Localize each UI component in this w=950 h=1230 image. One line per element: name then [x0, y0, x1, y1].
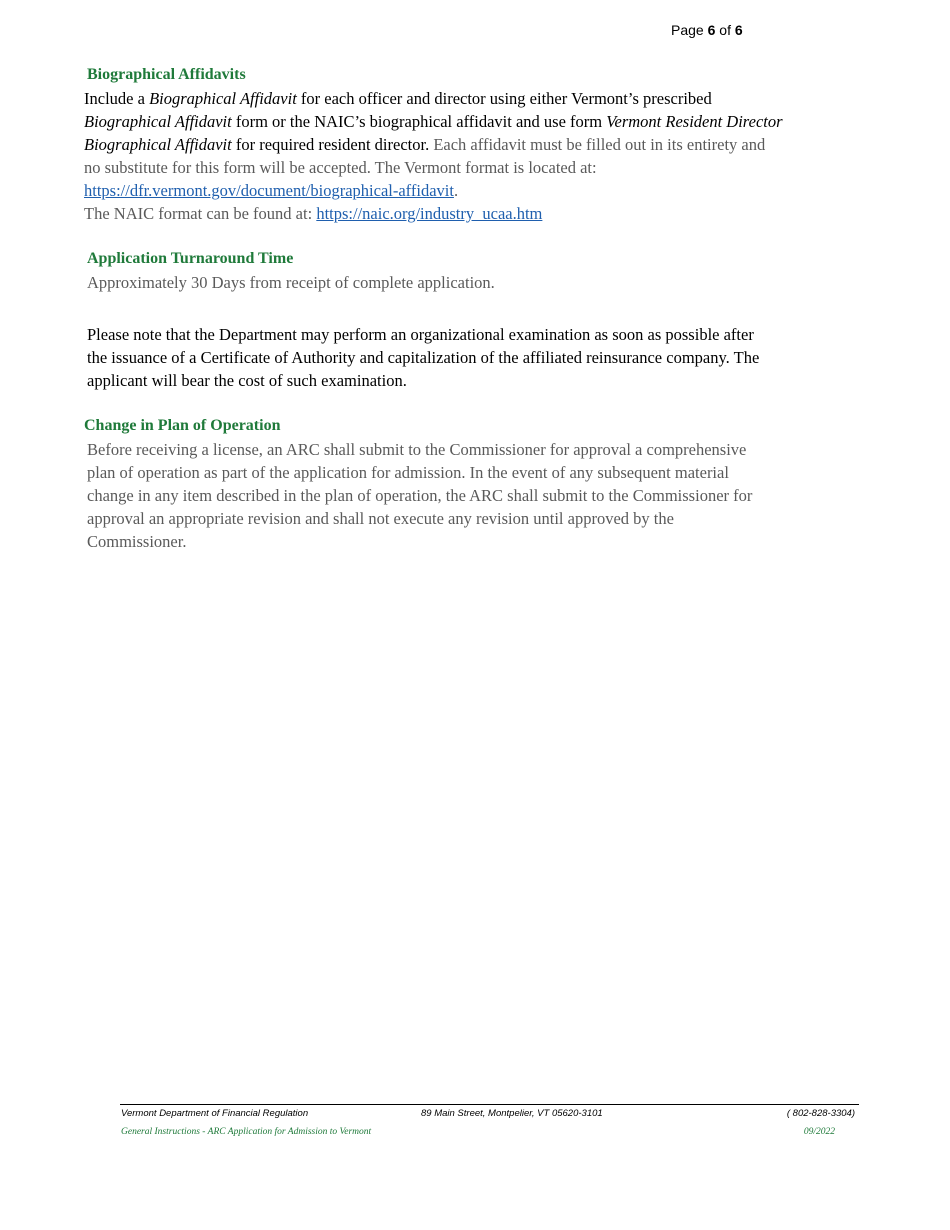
section-heading-plan-of-operation: Change in Plan of Operation [84, 417, 281, 434]
section-heading-turnaround-time: Application Turnaround Time [87, 250, 294, 267]
examination-note-paragraph: Please note that the Department may perform an organizational examination as soon as possible after the issuance of a Certificate of Authority and capitalization of the affiliated reinsurance company. The applicant will bear the cost of such examination. [87, 325, 760, 390]
footer-divider [120, 1104, 859, 1105]
turnaround-text: Approximately 30 Days from receipt of complete application. [87, 273, 495, 292]
page-number: Page 6 of 6 [671, 22, 743, 38]
footer-document-title: General Instructions - ARC Application for Admission to Vermont [121, 1127, 372, 1137]
footer-department: Vermont Department of Financial Regulation [121, 1108, 309, 1119]
vermont-affidavit-link[interactable]: https://dfr.vermont.gov/document/biographical-affidavit [84, 181, 454, 200]
section-heading-biographical-affidavits: Biographical Affidavits [87, 66, 246, 83]
plan-of-operation-paragraph: Before receiving a license, an ARC shall submit to the Commissioner for approval a comprehensive plan of operation as part of the application for admission. In the event of any subsequent material change in any item described in the plan of operation, the ARC shall submit to the Commissioner for approval an appropriate revision and shall not execute any revision until approved by the Commissioner. [87, 440, 753, 551]
page-total: 6 [734, 22, 743, 38]
footer-address: 89 Main Street, Montpelier, VT 05620-3101 [421, 1108, 603, 1119]
footer-document-row [121, 1127, 857, 1141]
footer-contact-row [121, 1108, 857, 1122]
page-current: 6 [707, 22, 716, 38]
biographical-affidavits-paragraph: Include a Biographical Affidavit for each officer and director using either Vermont’s prescribed Biographical Affidavit form or the NAIC’s biographical affidavit and use form Vermont Resident Director Biographical Affidavit for required resident director. Each affidavit must be filled out in its entirety and no substitute for this form will be accepted. The Vermont format is located at: https://dfr.vermont.gov/document/biographical-affidavit. The NAIC format can be found at: https://naic.org/industry_ucaa.htm [84, 89, 783, 223]
footer-date: 09/2022 [803, 1127, 835, 1137]
naic-ucaa-link[interactable]: https://naic.org/industry_ucaa.htm [316, 204, 543, 223]
footer-phone: ( 802-828-3304) [786, 1108, 855, 1119]
